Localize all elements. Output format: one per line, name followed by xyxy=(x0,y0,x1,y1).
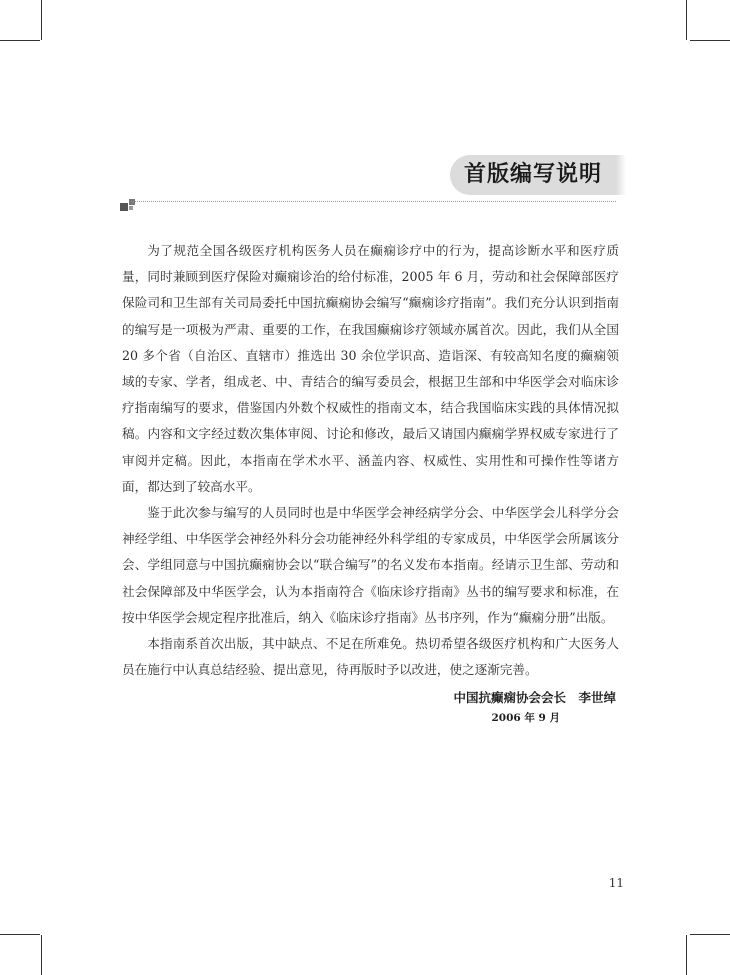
title-divider xyxy=(131,201,616,202)
crop-mark-bottom-left-v xyxy=(41,935,42,975)
crop-mark-bottom-left-h xyxy=(0,934,40,935)
crop-mark-top-right-v xyxy=(686,0,687,40)
crop-mark-top-right-h xyxy=(690,40,730,41)
section-title: 首版编写说明 xyxy=(463,162,602,187)
preface-body xyxy=(122,238,619,683)
crop-mark-top-left-v xyxy=(41,0,42,40)
paragraph-2: 鉴于此次参与编写的人员同时也是中华医学会神经病学分会、中华医学会儿科学分会神经学组、中华医学会神经外科分会功能神经外科学组的专家成员，中华医学会所属该分会、学组同意与中国抗癫痫协会以“联合编写”的名义发布本指南。经请示卫生部、劳动和社会保障部及中华医学会，认为本指南符合《临床诊疗指南》丛书的编写要求和标准，在按中华医学会规定程序批准后，纳入《临床诊疗指南》丛书序列，作为“癫痫分册”出版。 xyxy=(122,505,619,625)
crop-mark-bottom-right-v xyxy=(686,935,687,975)
section-title-box xyxy=(450,155,616,195)
crop-mark-top-left-h xyxy=(0,40,40,41)
crop-mark-bottom-right-h xyxy=(690,934,730,935)
page-number: 11 xyxy=(608,876,624,890)
signature-date: 2006 年 9 月 xyxy=(491,712,560,724)
paragraph-3: 本指南系首次出版，其中缺点、不足在所难免。热切希望各级医疗机构和广大医务人员在施行中认真总结经验、提出意见，待再版时予以改进，使之逐渐完善。 xyxy=(122,636,619,678)
signature-author: 中国抗癫痫协会会长 李世绰 xyxy=(453,690,616,705)
paragraph-1: 为了规范全国各级医疗机构医务人员在癫痫诊疗中的行为，提高诊断水平和医疗质量，同时兼顾到医疗保险对癫痫诊治的给付标准，2005 年 6 月，劳动和社会保障部医疗保险司和卫生部有关司局委托中国抗癫痫协会编写“癫痫诊疗指南”。我们充分认识到指南的编写是一项极为严肃、重要的工作，在我国癫痫诊疗领域亦属首次。因此，我们从全国 20 多个省（自治区、直辖市）推选出 30 余位学识高、造诣深、有较高知名度的癫痫领域的专家、学者，组成老、中、青结合的编写委员会，根据卫生部和中华医学会对临床诊疗指南编写的要求，借鉴国内外数个权威性的指南文本，结合我国临床实践的具体情况拟稿。内容和文字经过数次集体审阅、讨论和修改，最后又请国内癫痫学界权威专家进行了审阅并定稿。因此，本指南在学术水平、涵盖内容、权威性、实用性和可操作性等诸方面，都达到了较高水平。 xyxy=(122,243,619,494)
